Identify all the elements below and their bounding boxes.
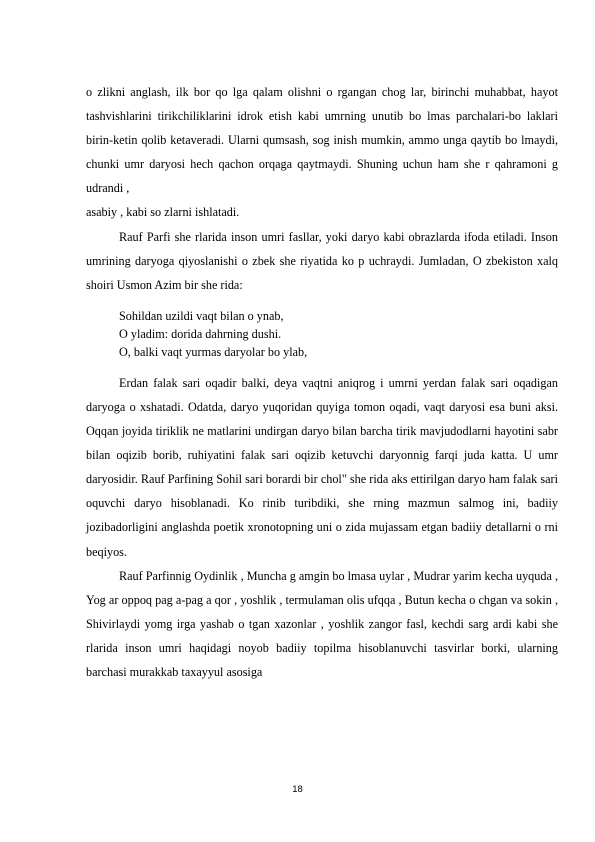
paragraph-1-last-line: asabiy , kabi so zlarni ishlatadi. <box>86 205 240 220</box>
paragraph-2: Rauf Parfi she rlarida inson umri fasllar, yoki daryo kabi obrazlarda ifoda etiladi. Inson umrining daryoga qiyoslanishi o zbek she riyatida ko p uchraydi. Jumladan, O zbekiston xalq shoiri Usmon Azim bir she rida: <box>86 229 558 292</box>
document-body <box>86 80 558 684</box>
poem-line: O, balki vaqt yurmas daryolar bo ylab, <box>119 344 308 359</box>
poem-line: O yladim: dorida dahrning dushi. <box>119 326 282 341</box>
page-number: 18 <box>292 784 303 795</box>
paragraph-4: Rauf Parfinnig Oydinlik , Muncha g amgin bo lmasa uylar , Mudrar yarim kecha uyquda , Yog ar oppoq pag a-pag a qor , yoshlik , termulaman olis ufqqa , Butun kecha o chgan va sokin , Shivirlaydi yomg irga yashab o tgan xazonlar , yoshlik zangor fasl, kechdi sarg ardi kabi she rlarida inson umri haqidagi noyob badiiy topilma hisoblanuvchi tasvirlar borki, ularning barchasi murakkab taxayyul asosiga <box>86 568 558 679</box>
paragraph-3: Erdan falak sari oqadir balki, deya vaqtni aniqrog i umrni yerdan falak sari oqadigan daryoga o xshatadi. Odatda, daryo yuqoridan quyiga tomon oqadi, vaqt daryosi esa buni aksi. Oqqan joyida tiriklik ne matlarini undirgan daryo bilan barcha tirik mavjudodlarni hayotini sabr bilan oqizib borib, ruhiyatini falak sari oqizib ketuvchi daryonnig farqi juda katta. U umr daryosidir. Rauf Parfining Sohil sari borardi bir chol" she rida aks ettirilgan daryo ham falak sari oquvchi daryo hisoblanadi. Ko rinib turibdiki, she rning mazmun salmog ini, badiiy jozibadorligini anglashda poetik xronotopning uni o zida mujassam etgan badiiy detallarni o rni beqiyos. <box>86 375 558 559</box>
poem-line: Sohildan uzildi vaqt bilan o ynab, <box>119 308 284 323</box>
poem-quote <box>119 307 558 361</box>
paragraph-1: o zlikni anglash, ilk bor qo lga qalam olishni o rgangan chog lar, birinchi muhabbat, hayot tashvishlarini tirikchiliklarini idrok etish kabi umrning unutib bo lmas parchalari-bo laklari birin-ketin qolib ketaveradi. Ularni qumsash, sog inish mumkin, ammo unga qaytib bo lmaydi, chunki umr daryosi hech qachon orqaga qaytmaydi. Shuning uchun ham she r qahramoni g udrandi , <box>86 85 558 196</box>
